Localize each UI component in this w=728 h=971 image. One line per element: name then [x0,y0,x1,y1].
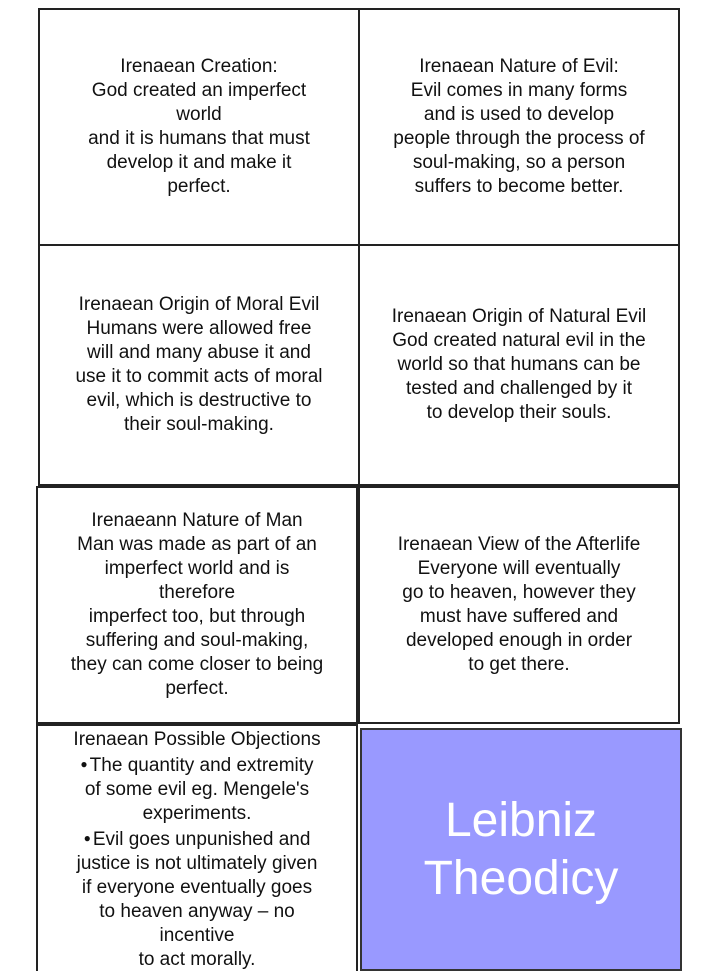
card-text-line: Evil comes in many forms [410,80,628,101]
card-text-line: experiments. [142,803,252,824]
card-text-line: world [176,104,222,125]
card-leibniz-theodicy [360,728,682,971]
objection-point-1: ● The quantity and extremity [80,755,314,776]
card-text-line: they can come closer to being [70,654,324,675]
card-text-line: Everyone will eventually [417,558,621,579]
card-irenaean-objections [36,724,358,971]
card-text-line: God created an imperfect [91,80,307,101]
card-text-line: evil, which is destructive to [86,390,312,411]
card-text-line: tested and challenged by it [405,378,633,399]
card-text-line: develop it and make it [106,152,292,173]
card-text-line: suffering and soul-making, [85,630,309,651]
card-title: Irenaean Creation: [120,56,278,77]
bullet-icon: ● [83,831,91,845]
card-irenaean-nature-of-man [36,486,358,724]
card-text-line: their soul-making. [124,414,274,435]
card-text-line: of some evil eg. Mengele's [84,779,310,800]
card-heading: Leibniz [444,793,598,847]
card-title: Irenaean Possible Objections [73,729,321,750]
card-title: Irenaean Nature of Evil: [419,56,619,77]
card-text-line: Man was made as part of an [77,534,317,555]
card-text-line: suffers to become better. [414,176,624,197]
card-text-line: people through the process of [393,128,645,149]
card-irenaean-creation [38,8,360,246]
card-text-line: to get there. [468,654,570,675]
card-text-line: therefore [158,582,236,603]
card-text-line: will and many abuse it and [87,342,311,363]
card-text-line: imperfect world and is [104,558,290,579]
bullet-icon: ● [80,757,88,771]
card-title: Irenaean Origin of Moral Evil [78,294,320,315]
card-text-line: Humans were allowed free [86,318,312,339]
card-title: Irenaean Origin of Natural Evil [391,306,647,327]
card-text-line: world so that humans can be [397,354,641,375]
card-irenaean-natural-evil [358,244,680,486]
card-text-line: to heaven anyway – no [99,901,295,922]
card-text-line: perfect. [165,678,229,699]
card-text-line: to develop their souls. [426,402,612,423]
card-text-line: must have suffered and [419,606,619,627]
card-text-line: incentive [159,925,235,946]
card-text-line: if everyone eventually goes [81,877,313,898]
card-text-line: and it is humans that must [88,128,310,149]
card-irenaean-moral-evil [38,244,360,486]
card-text-line: use it to commit acts of moral [75,366,323,387]
card-text-line: go to heaven, however they [402,582,636,603]
card-title: Irenaeann Nature of Man [91,510,303,531]
card-heading: Theodicy [423,851,619,905]
objection-point-2: ● Evil goes unpunished and [83,829,311,850]
card-irenaean-afterlife [358,486,680,724]
card-irenaean-nature-of-evil [358,8,680,246]
card-text-line: to act morally. [138,949,256,970]
card-text-line: justice is not ultimately given [76,853,318,874]
card-text-line: soul-making, so a person [412,152,626,173]
card-title: Irenaean View of the Afterlife [397,534,641,555]
card-text-line: and is used to develop [423,104,615,125]
card-text-line: perfect. [167,176,231,197]
card-text-line: imperfect too, but through [88,606,306,627]
card-text-line: God created natural evil in the [392,330,646,351]
card-text-line: developed enough in order [405,630,633,651]
